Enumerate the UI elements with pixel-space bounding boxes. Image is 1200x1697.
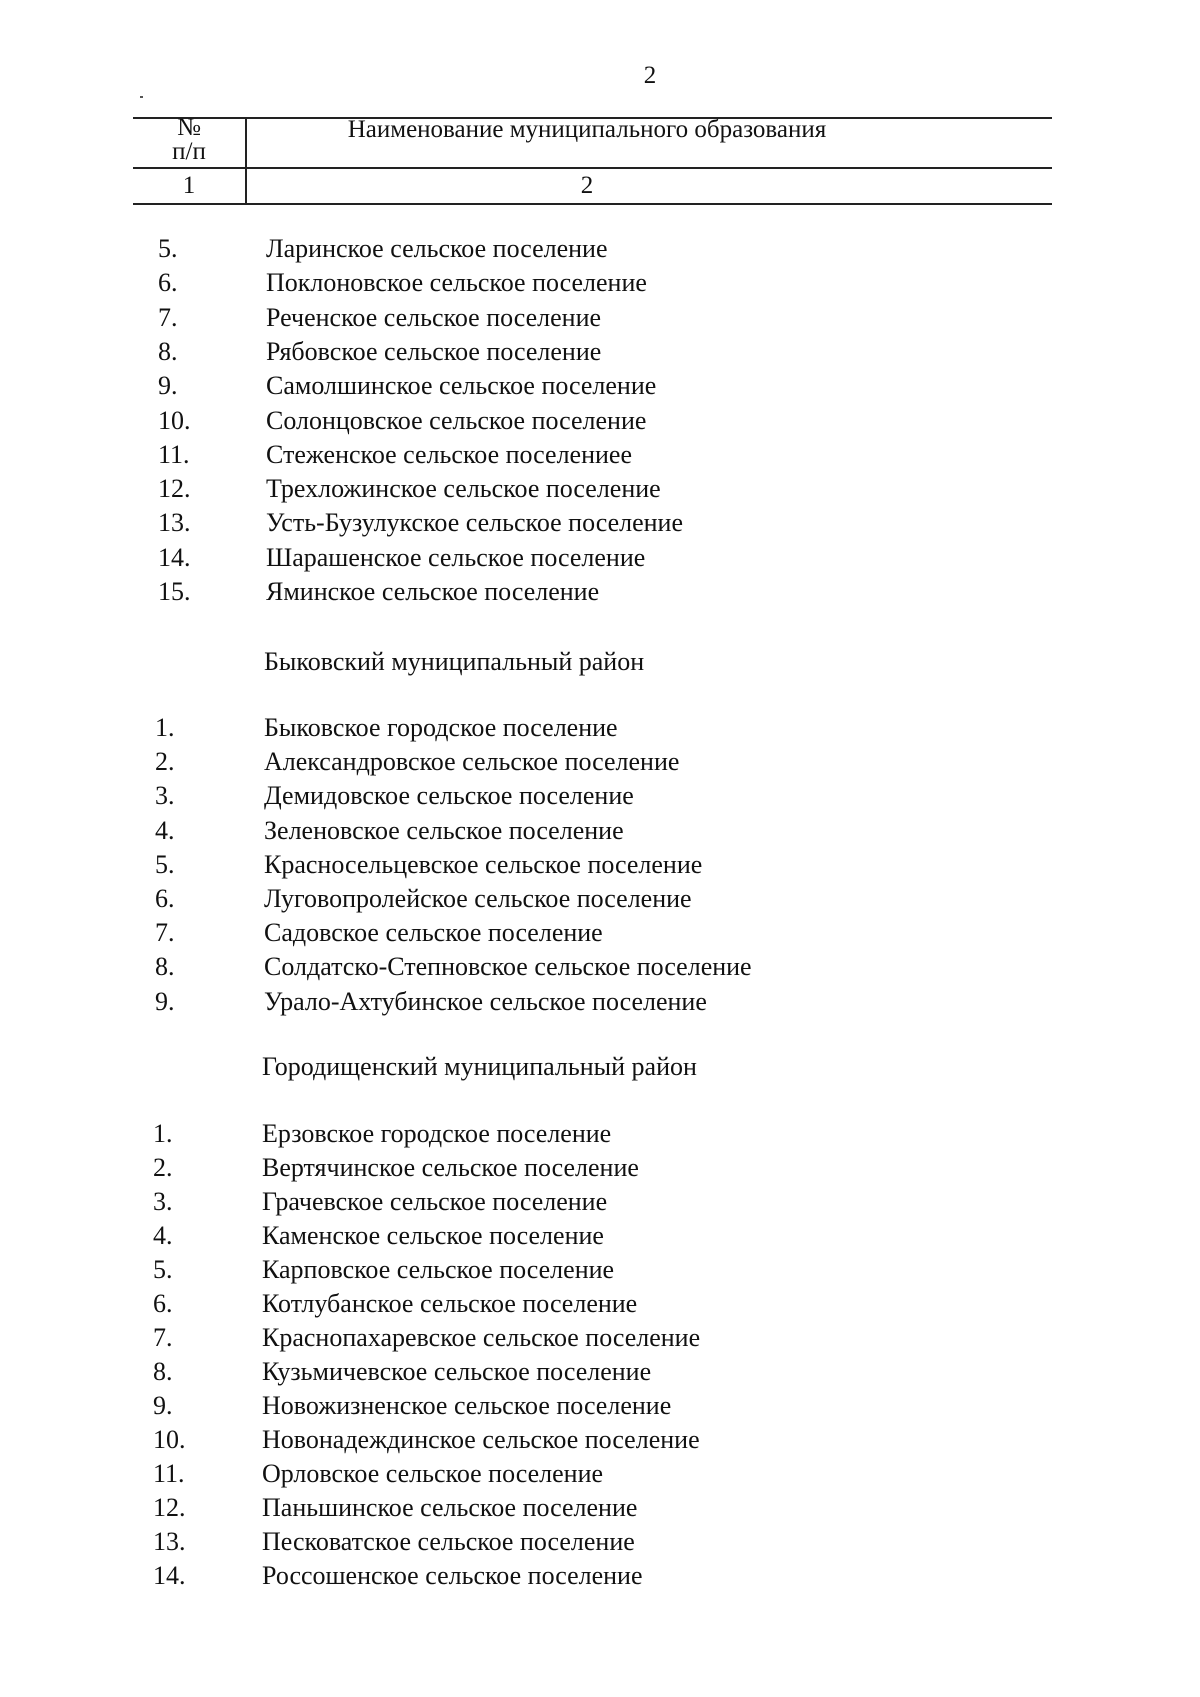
header-col1-index: 1 <box>182 172 196 199</box>
item-name: Трехложинское сельское поселение <box>266 474 661 503</box>
list-item <box>153 1457 1053 1491</box>
item-name: Солдатско-Степновское сельское поселение <box>264 952 752 981</box>
item-name: Орловское сельское поселение <box>262 1459 604 1488</box>
list-item <box>153 1219 1053 1253</box>
list-item <box>153 1525 1053 1559</box>
list-item <box>155 779 1055 813</box>
item-number: 8. <box>153 1357 173 1386</box>
item-name: Паньшинское сельское поселение <box>262 1493 638 1522</box>
item-number: 8. <box>158 337 178 366</box>
list-item <box>153 1253 1053 1287</box>
list-item <box>158 541 1058 575</box>
item-name: Новожизненское сельское поселение <box>262 1391 672 1420</box>
page-number: 2 <box>643 62 657 89</box>
list-item <box>153 1389 1053 1423</box>
item-name: Красносельцевское сельское поселение <box>264 850 703 879</box>
list-item <box>158 369 1058 403</box>
item-name: Зеленовское сельское поселение <box>264 816 624 845</box>
item-number: 3. <box>153 1187 173 1216</box>
item-number: 7. <box>158 303 178 332</box>
list-item <box>158 472 1058 506</box>
item-number: 2. <box>155 747 175 776</box>
item-number: 11. <box>153 1459 185 1488</box>
item-name: Урало-Ахтубинское сельское поселение <box>264 987 707 1016</box>
item-number: 12. <box>153 1493 186 1522</box>
list-item <box>158 301 1058 335</box>
item-number: 6. <box>158 268 178 297</box>
item-name: Садовское сельское поселение <box>264 918 603 947</box>
item-name: Песковатское сельское поселение <box>262 1527 635 1556</box>
item-name: Кузьмичевское сельское поселение <box>262 1357 652 1386</box>
item-name: Ларинское сельское поселение <box>266 234 608 263</box>
item-number: 8. <box>155 952 175 981</box>
item-name: Яминское сельское поселение <box>266 577 600 606</box>
list-item <box>153 1287 1053 1321</box>
item-number: 13. <box>153 1527 186 1556</box>
item-name: Котлубанское сельское поселение <box>262 1289 638 1318</box>
item-number: 1. <box>155 713 175 742</box>
item-number: 13. <box>158 508 191 537</box>
item-name: Карповское сельское поселение <box>262 1255 615 1284</box>
item-number: 6. <box>155 884 175 913</box>
item-number: 3. <box>155 781 175 810</box>
item-number: 7. <box>155 918 175 947</box>
item-number: 5. <box>153 1255 173 1284</box>
header-number-symbol: № <box>177 114 201 141</box>
item-number: 6. <box>153 1289 173 1318</box>
item-name: Краснопахаревское сельское поселение <box>262 1323 701 1352</box>
item-number: 15. <box>158 577 191 606</box>
list-item <box>158 506 1058 540</box>
list-item <box>158 575 1058 609</box>
list-item <box>153 1151 1053 1185</box>
list-item <box>153 1423 1053 1457</box>
item-number: 9. <box>155 987 175 1016</box>
list-item <box>158 404 1058 438</box>
item-name: Быковское городское поселение <box>264 713 618 742</box>
list-item <box>155 916 1055 950</box>
header-name-title: Наименование муниципального образования <box>347 116 827 143</box>
item-number: 12. <box>158 474 191 503</box>
item-number: 4. <box>153 1221 173 1250</box>
item-number: 14. <box>153 1561 186 1590</box>
item-number: 5. <box>158 234 178 263</box>
item-name: Луговопролейское сельское поселение <box>264 884 692 913</box>
list-item <box>153 1491 1053 1525</box>
list-item <box>153 1355 1053 1389</box>
item-number: 2. <box>153 1153 173 1182</box>
item-number: 1. <box>153 1119 173 1148</box>
item-number: 9. <box>153 1391 173 1420</box>
list-item <box>153 1117 1053 1151</box>
item-name: Демидовское сельское поселение <box>264 781 634 810</box>
item-name: Стеженское сельское поселениее <box>266 440 633 469</box>
list-item <box>155 950 1055 984</box>
item-name: Грачевское сельское поселение <box>262 1187 608 1216</box>
item-name: Россошенское сельское поселение <box>262 1561 643 1590</box>
item-name: Усть-Бузулукское сельское поселение <box>266 508 684 537</box>
district-title: Городищенский муниципальный район <box>262 1052 697 1081</box>
list-item <box>155 711 1055 745</box>
list-item <box>153 1321 1053 1355</box>
item-number: 5. <box>155 850 175 879</box>
item-name: Рябовское сельское поселение <box>266 337 602 366</box>
item-name: Вертячинское сельское поселение <box>262 1153 639 1182</box>
item-name: Ерзовское городское поселение <box>262 1119 612 1148</box>
item-name: Новонадеждинское сельское поселение <box>262 1425 700 1454</box>
list-item <box>155 814 1055 848</box>
item-number: 11. <box>158 440 190 469</box>
district-title: Быковский муниципальный район <box>264 647 645 676</box>
header-number-abbrev: п/п <box>172 138 206 165</box>
item-number: 4. <box>155 816 175 845</box>
item-number: 14. <box>158 543 191 572</box>
list-item <box>158 335 1058 369</box>
list-item <box>158 266 1058 300</box>
list-item <box>155 848 1055 882</box>
list-item <box>153 1185 1053 1219</box>
list-item <box>158 438 1058 472</box>
item-number: 9. <box>158 371 178 400</box>
item-name: Солонцовское сельское поселение <box>266 406 647 435</box>
item-name: Поклоновское сельское поселение <box>266 268 647 297</box>
item-name: Самолшинское сельское поселение <box>266 371 657 400</box>
item-name: Каменское сельское поселение <box>262 1221 604 1250</box>
list-item <box>158 232 1058 266</box>
item-name: Шарашенское сельское поселение <box>266 543 646 572</box>
item-number: 10. <box>153 1425 186 1454</box>
list-item <box>155 745 1055 779</box>
item-name: Реченское сельское поселение <box>266 303 602 332</box>
header-col2-index: 2 <box>580 172 594 199</box>
item-name: Александровское сельское поселение <box>264 747 680 776</box>
item-number: 7. <box>153 1323 173 1352</box>
item-number: 10. <box>158 406 191 435</box>
list-item <box>155 985 1055 1019</box>
list-item <box>155 882 1055 916</box>
list-item <box>153 1559 1053 1593</box>
